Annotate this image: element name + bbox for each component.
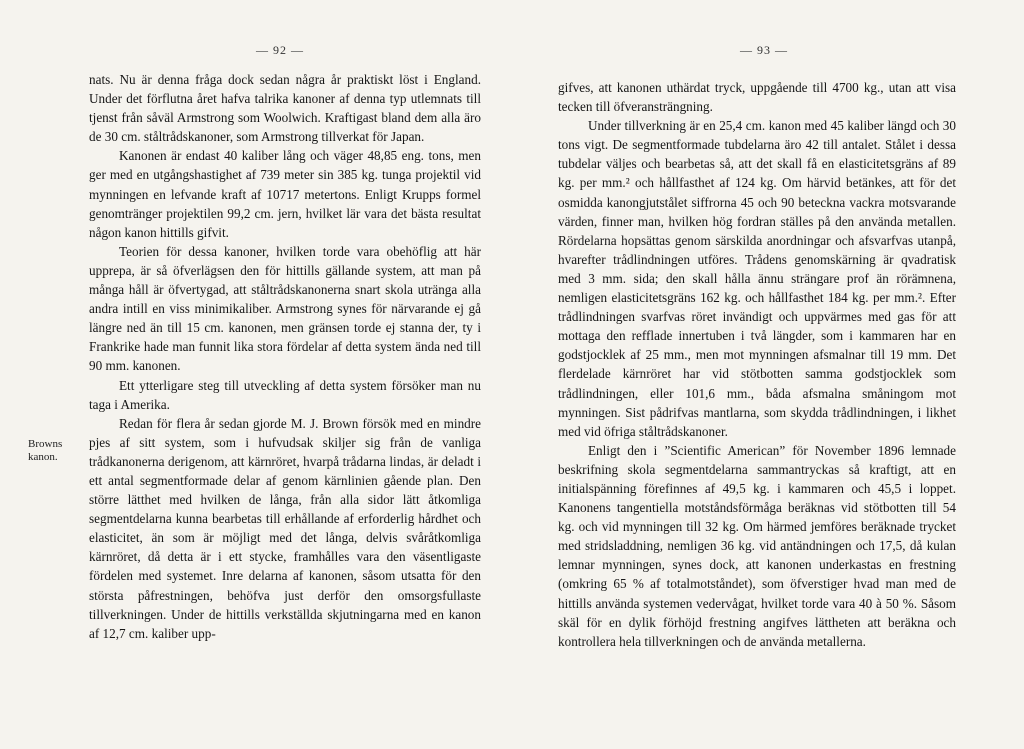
left-paragraph-2: Kanonen är endast 40 kaliber lång och väger 48,85 eng. tons, men ger med en utgångshastighet af 739 meter sin 385 kg. tunga projektil vid mynningen en lefvande kraft af 10717 metertons. Enligt Krupps formel genomtränger projektilen 99,2 cm. jern, hvilket lär vara det bästa resultat någon kanon hittills gifvit.	[89, 148, 481, 240]
right-page-number: — 93 —	[740, 43, 788, 57]
left-paragraph-3: Teorien för dessa kanoner, hvilken torde vara obehöflig att här upprepa, är så öfverlägsen den för hittills gällande system, att man på många håll är öfvertygad, att ståltrådskanonerna snart skola utränga alla andra intill en viss minimikaliber. Armstrong synes för närvarande ej gå längre ned än till 15 cm. kanonen, men gränsen torde ej stanna der, ty i Frankrike hade man funnit lika stora fördelar af detta system ända ned till 90 mm. kanonen.	[89, 243, 481, 374]
left-page-text	[89, 70, 481, 643]
left-paragraph-1: nats. Nu är denna fråga dock sedan några år praktiskt löst i England. Under det förflutna året hafva talrika kanoner af denna typ utlemnats till tjenst från såväl Armstrong som Woolwich. Kraftigast bland dem alla äro de 30 cm. ståltrådskanoner, som Armstrong tillverkat för Japan.	[89, 72, 481, 145]
right-paragraph-1: gifves, att kanonen uthärdat tryck, uppgående till 4700 kg., utan att visa tecken till öfveransträngning.	[558, 80, 956, 115]
left-page-number: — 92 —	[256, 43, 304, 57]
right-page-text	[558, 78, 956, 651]
right-paragraph-2: Under tillverkning är en 25,4 cm. kanon med 45 kaliber längd och 30 tons vigt. De segmentformade tubdelarna äro 42 till antalet. Stålet i dessa tubdelar väljes och bearbetas så, att det skall få en elasticitetsgräns af 89 kg. per mm.² och hållfasthet af 124 kg. Om härvid betänkes, att för det osmidda kanongjutstålet siffrorna 45 och 90 beteckna vackra motsvarande värden, finner man, hvilken hög fordran ställes på den använda metallen. Rördelarna hopsättas genom särskilda anordningar och afsvarfvas utanpå, hvarefter trådlindningen utföres. Trådens genomskärning är qvadratisk med 3 mm. sida; den skall hålla ännu strängare prof än rörämnena, nemligen elasticitetsgräns 162 kg. och hållfasthet 184 kg. per mm.². Efter trådlindningen svarfvas röret invändigt och uppvärmes med gas för att mottaga den refflade innertuben i två längder, som i kammaren har en godstjocklek af 25 mm., men mot mynningen afsmalnar till 19 mm. Det flerdelade kärnröret har vid stötbotten samma godstjocklek som trådlindningen, eller 101,6 mm., båda afsmalna småningom mot mynningen. Sist pådrifvas mantlarna, som skydda trådlindningen, i likhet med vid öfriga ståltrådskanoner.	[558, 118, 956, 439]
left-paragraph-4: Ett ytterligare steg till utveckling af detta system försöker man nu taga i Amerika.	[89, 377, 481, 412]
left-paragraph-5: Redan för flera år sedan gjorde M. J. Brown försök med en mindre pjes af sitt system, som i hufvudsak skiljer sig från de vanliga trådkanonerna derigenom, att kärnröret, hvarpå trådarna lindas, är deladt i ett antal segmentformade delar af genom kärnlinien gående plan. Den större lätthet med hvilken de långa, från alla sidor lätt åtkomliga segmentdelarna kunna bearbetas till erhållande af erforderlig hårdhet och elasticitet, än som är möjligt med det långa, delvis svåråtkomliga kärnröret, då detta är i ett stycke, framhålles vara den väsentligaste fördelen med systemet. Inre delarna af kanonen, såsom utsatta för den största påfrestningen, behöfva just derför den omsorgsfullaste tillverkningen. Under de hittills verkställda skjutningarna med en kanon af 12,7 cm. kaliber upp-	[89, 415, 481, 641]
margin-note: Browns kanon.	[28, 438, 63, 463]
right-paragraph-3: Enligt den i ”Scientific American” för November 1896 lemnade beskrifning skola segmentdelarna sammantryckas så kraftigt, att en initialspänning förefinnes af 49,5 kg. i kammaren och 45,5 i loppet. Kanonens tangentiella motståndsförmåga beräknas vid stötbotten till 54 kg. och vid mynningen till 32 kg. Om härmed jemföres beräknade trycket med stridsladdning, nemligen 36 kg. vid antändningen och 17,5, då kulan lemnar mynningen, synes dock, att kanonen underkastas en frestning (omkring 65 % af totalmotståndet), som öfverstiger hvad man med de hittills använda systemen vedervågat, hvilket torde vara 40 à 50 %. Såsom skäl för en dylik förhöjd frestning angifves lättheten att beräkna och kontrollera hela tillverkningen och de använda metallerna.	[558, 442, 956, 649]
right-page	[512, 0, 1024, 749]
